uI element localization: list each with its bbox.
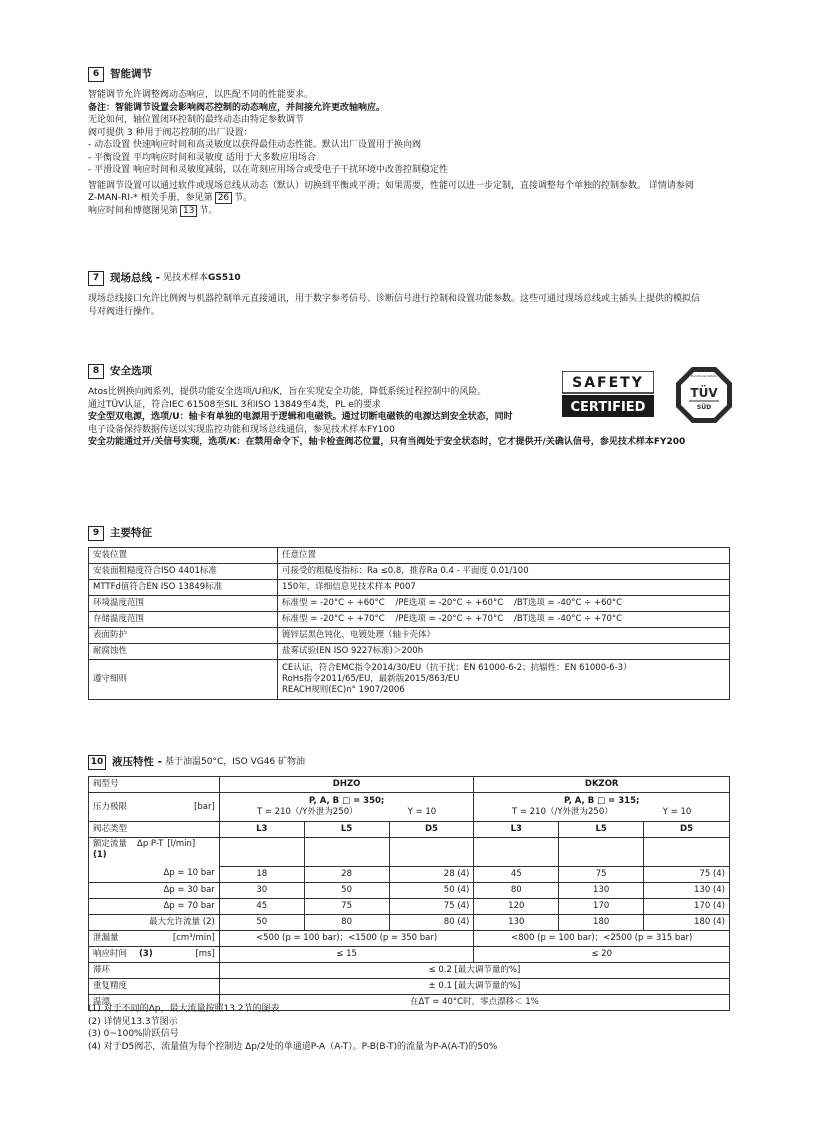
table-row [89,946,730,962]
text-line [224,807,470,818]
flow-cell [219,838,304,867]
flow-cell: 170 [559,898,644,914]
flow-cell: 130 [474,914,559,930]
flow-cell [644,838,730,867]
note-ref: (1) [93,850,107,860]
row-value: 标准型 = -20°C ÷ +70°C /PE选项 = -20°C ÷ +70°C /BT选项 = -40°C ÷ +70°C [278,612,730,628]
safety-certified-logo [562,371,654,419]
section-9-heading [88,526,152,541]
section-6-heading [88,67,152,82]
text-line: RoHs指令2011/65/EU，最新版2015/863/EU [282,674,460,684]
table-row [89,564,730,580]
datasheet-code: GS510 [208,273,241,284]
section-number: 10 [88,755,106,770]
text-line: 智能调节允许调整阀动态响应，以匹配不同的性能要求。 [88,90,314,100]
row-label: 环境温度范围 [89,596,278,612]
flow-cell: 75 [559,866,644,882]
table-row [89,793,730,822]
row-label: 最大允许流量 (2) [89,914,220,930]
flow-cell: 28 [304,866,389,882]
section-title: 智能调节 [110,68,152,81]
section-number: 6 [88,67,104,82]
col-header-dhzo: DHZO [219,777,474,793]
table-row [89,978,730,994]
flow-cell: 18 [219,866,304,882]
text-span: Y = 10 [662,807,692,817]
leak-dhzo: <500 (p = 100 bar)；<1500 (p = 350 bar) [219,930,474,946]
section-ref-link[interactable]: 26 [215,192,232,204]
table-row [89,898,730,914]
flow-cell: 45 [474,866,559,882]
text-line: - 平滑设置 响应时间和灵敏度减弱，以在苛刻应用场合或受电子干扰环境中改善控制稳定性 [88,165,448,175]
text-line: REACH规则(EC)n° 1907/2006 [282,685,405,695]
row-label [89,930,220,946]
text-span: 响应时间 [93,948,128,959]
table-row [89,777,730,793]
flow-cell: 30 [219,882,304,898]
text-line [88,192,738,205]
row-label: Δp = 10 bar [89,866,220,882]
text-span: Y = 10 [407,807,437,817]
text-span: 节。 [234,193,253,203]
flow-cell: 80 [304,914,389,930]
row-value [278,660,730,700]
flow-cell [304,838,389,867]
leak-dkzor: <800 (p = 100 bar)；<2500 (p = 315 bar) [474,930,730,946]
text-line: 备注：智能调节设置会影响阀芯控制的动态响应，并间接允许更改轴响应。 [88,102,386,113]
section-10-heading [88,755,305,770]
main-features-table [88,547,730,700]
tuv-sud-logo [675,366,733,424]
row-value: 任意位置 [278,548,730,564]
flow-cell: 180 [559,914,644,930]
hydraulic-characteristics-table [88,776,730,1011]
spool-cell: D5 [644,822,730,838]
pressure-dkzor [474,793,730,822]
section-subtitle [163,272,241,285]
flow-cell [559,838,644,867]
row-label [89,793,220,822]
flow-cell [389,838,474,867]
section-title: 现场总线 - [110,272,161,285]
unit-label: [l/min] [167,839,196,849]
spool-cell: L5 [559,822,644,838]
section-7-body [88,293,738,318]
flow-cell: 75 [304,898,389,914]
text-line: 号对阀进行操作。 [88,306,161,317]
row-label: 遵守细则 [89,660,278,700]
text-line [93,839,215,850]
flow-cell: 75 (4) [389,898,474,914]
hysteresis-value: ≤ 0.2 [最大调节量的%] [219,962,729,978]
flow-cell [474,838,559,867]
table-row [89,612,730,628]
logo-text-functional-safety: Functional Safety [691,374,717,378]
section-number: 8 [88,364,104,379]
flow-cell: 130 (4) [644,882,730,898]
flow-cell: 130 [559,882,644,898]
unit-label: [cm³/min] [172,932,215,943]
flow-cell: 80 (4) [389,914,474,930]
spool-cell: L5 [304,822,389,838]
text-line: 现场总线接口允许比例阀与机器控制单元直接通讯，用于数字参考信号、诊断信号进行控制和设置功能参数。这些可通过现场总线或主插头上提供的模拟信 [88,294,701,304]
section-7-heading [88,271,241,286]
text-span: T = 210（/Y外泄为250） [256,807,358,817]
flow-cell: 80 [474,882,559,898]
section-title: 主要特征 [110,527,152,540]
row-value: 标准型 = -20°C ÷ +60°C /PE选项 = -20°C ÷ +60°C /BT选项 = -40°C ÷ +60°C [278,596,730,612]
footnote: (1) 对于不同的Δp，最大流量按照13.2节的图表 [88,1004,280,1014]
logo-text-tuv: TÜV [690,386,718,400]
text-line: P, A, B □ = 350; [308,796,385,806]
section-title: 安全选项 [110,365,152,378]
text-span: Δp P-T [137,839,164,849]
text-line: 电子设备保持数据传送以实现监控功能和现场总线通信，参见技术样本FY100 [88,424,395,435]
text-span: 节。 [199,205,218,216]
row-label [89,838,220,867]
row-label: MTTFd值符合EN ISO 13849标准 [89,580,278,596]
row-label: 表面防护 [89,628,278,644]
logo-text-certified: CERTIFIED [570,400,646,415]
table-row [89,628,730,644]
table-row [89,930,730,946]
footnote: (2) 详情见13.3节图示 [88,1016,178,1027]
row-label: 安装位置 [89,548,278,564]
table-row [89,822,730,838]
text-line: Atos比例换向阀系列，提供功能安全选项/U和/K，旨在实现安全功能，降低系统过程控制中的风险。 [88,387,487,397]
flow-cell: 120 [474,898,559,914]
logo-text-sud: SÜD [696,404,712,411]
spool-cell: L3 [219,822,304,838]
text-line [88,205,738,218]
text-line [478,807,725,818]
text-span: Z-MAN-RI-* 相关手册，参见第 [88,193,213,203]
text-span: 见技术样本 [163,273,209,284]
table-row [89,866,730,882]
response-dhzo: ≤ 15 [219,946,474,962]
table-row [89,660,730,700]
row-label: 耐腐蚀性 [89,644,278,660]
text-span: 泄漏量 [93,932,119,943]
text-line: 阀可提供 3 种用于阀芯控制的出厂设置： [88,127,253,138]
repeatability-value: ± 0.1 [最大调节量的%] [219,978,729,994]
section-ref-link[interactable]: 13 [180,205,197,217]
row-value: 150年，详细信息见技术样本 P007 [278,580,730,596]
table-row [89,644,730,660]
table-row [89,580,730,596]
flow-cell: 75 (4) [644,866,730,882]
table-row [89,596,730,612]
table-row [89,548,730,564]
row-label: 阀型号 [89,777,220,793]
footnotes [88,1003,497,1053]
footnote: (4) 对于D5阀芯，流量值为每个控制边 Δp/2处的单通道P-A（A-T）。P-B(B-T)的流量为P-A(A-T)的50% [88,1041,498,1052]
section-6-body [88,89,738,217]
text-span: 压力极限 [93,801,128,812]
thermal-drift-value: 在ΔT = 40°C时，零点漂移＜ 1% [219,994,729,1010]
flow-cell: 170 (4) [644,898,730,914]
logo-text-safety: SAFETY [572,375,644,391]
section-number: 9 [88,526,104,541]
text-line: 安全功能通过开/关信号实现，选项/K：在禁用命令下，轴卡检查阀芯位置，只有当阀处于安全状态时，它才提供开/关确认信号，参见技术样本FY200 [88,437,686,447]
note-ref: (3) [139,948,153,959]
table-row [89,914,730,930]
flow-cell: 50 [219,914,304,930]
response-dkzor: ≤ 20 [474,946,730,962]
row-label: 温漂 [89,994,220,1010]
row-label [89,946,220,962]
row-value: 可接受的粗糙度指标：Ra ≤0.8，推荐Ra 0.4 - 平面度 0.01/100 [278,564,730,580]
row-label: 存储温度范围 [89,612,278,628]
text-line: CE认证，符合EMC指令2014/30/EU（抗干扰：EN 61000-6-2；抗辐性：EN 61000-6-3） [282,663,632,673]
row-label: 滞环 [89,962,220,978]
row-value: 盐雾试验(EN ISO 9227标准)＞200h [278,644,730,660]
text-line: - 动态设置 快速响应时间和高灵敏度以获得最佳动态性能。默认出厂设置用于换向阀 [88,140,421,150]
flow-cell: 50 (4) [389,882,474,898]
spool-cell: D5 [389,822,474,838]
flow-cell: 50 [304,882,389,898]
text-line: 智能调节设置可以通过软件或现场总线从动态（默认）切换到平衡或平滑；如果需要，性能可以进一步定制，直接调整每个单独的控制参数。 详情请参阅 [88,180,694,191]
pressure-dhzo [219,793,474,822]
table-row [89,962,730,978]
section-subtitle: 基于油温50°C，ISO VG46 矿物油 [165,757,306,768]
row-label: 阀芯类型 [89,822,220,838]
text-line: - 平衡设置 平均响应时间和灵敏度 适用于大多数应用场合 [88,152,316,163]
text-span: 额定流量 [93,839,128,849]
unit-label: [bar] [194,801,215,812]
flow-cell: 180 (4) [644,914,730,930]
text-line: 安全型双电源，选项/U：轴卡有单独的电源用于逻辑和电磁铁。通过切断电磁铁的电源达到安全状态，同时 [88,412,513,422]
flow-cell: 28 (4) [389,866,474,882]
footnote: (3) 0~100%阶跃信号 [88,1029,179,1039]
col-header-dkzor: DKZOR [474,777,730,793]
table-row [89,838,730,867]
text-line: 通过TÜV认证，符合IEC 61508至SIL 3和ISO 13849至4类，PL e的要求 [88,399,381,410]
spool-cell: L3 [474,822,559,838]
section-8-heading [88,364,152,379]
text-span: T = 210（/Y外泄为250） [512,807,613,817]
row-label: Δp = 30 bar [89,882,220,898]
row-label: 重复精度 [89,978,220,994]
section-title: 液压特性 - [112,756,163,769]
text-span: 响应时间和博德图见第 [88,205,179,216]
unit-label: [ms] [195,948,215,959]
flow-cell: 45 [219,898,304,914]
text-line: P, A, B □ = 315; [563,796,640,806]
row-label: Δp = 70 bar [89,898,220,914]
section-number: 7 [88,271,104,286]
row-value: 镀锌层黑色钝化，电镀处理（轴卡壳体） [278,628,730,644]
table-row [89,882,730,898]
text-line: 无论如何，轴位置闭环控制的最终动态由特定参数调节 [88,115,305,125]
row-label: 安装面粗糙度符合ISO 4401标准 [89,564,278,580]
